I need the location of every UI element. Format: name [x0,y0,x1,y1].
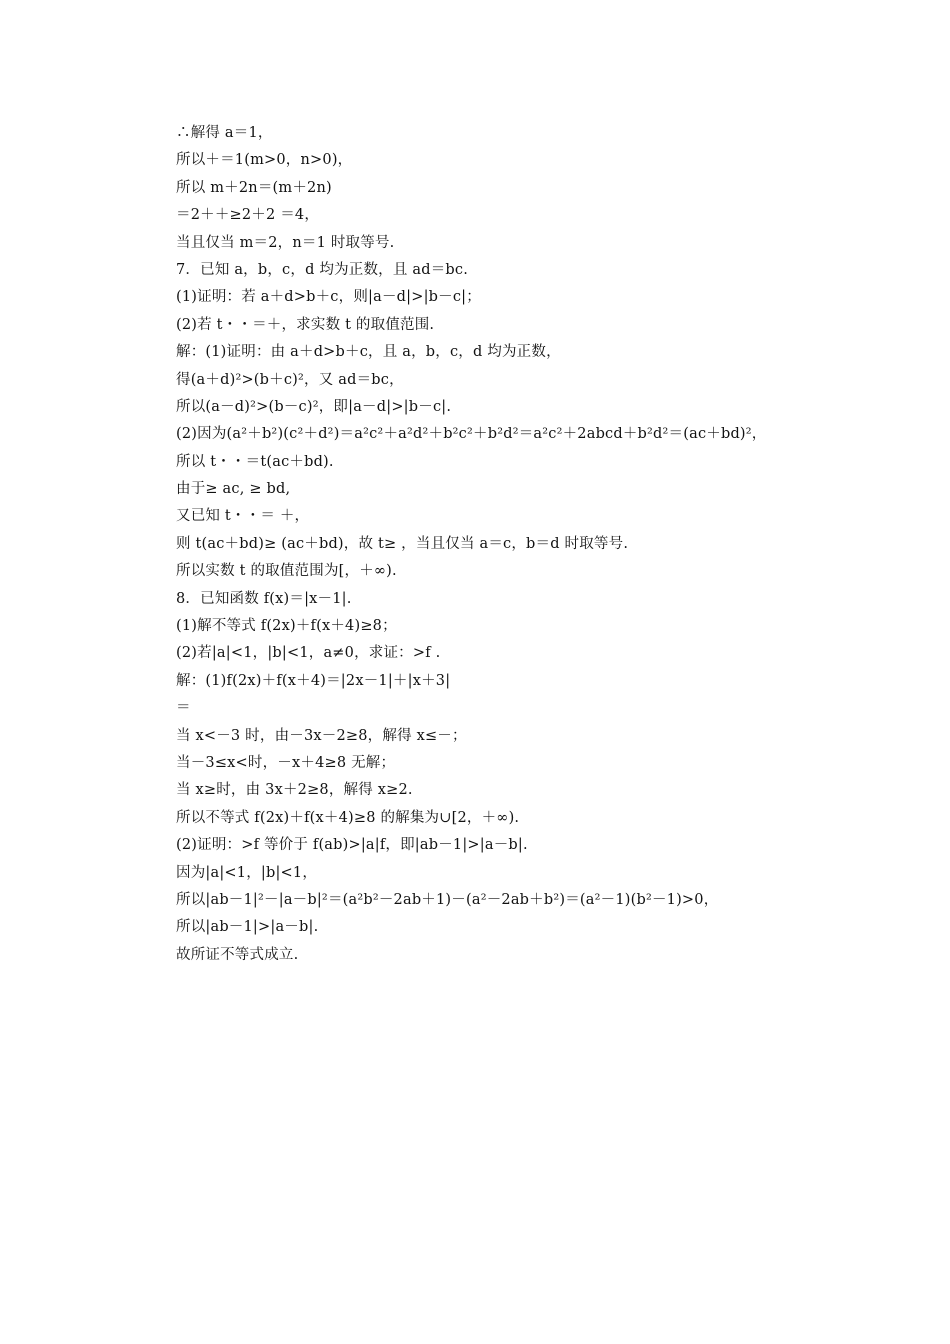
text-line: 所以不等式 f(2x)＋f(x＋4)≥8 的解集为∪[2，＋∞). [176,809,520,826]
text-line: 所以 m＋2n＝(m＋2n) [176,179,332,196]
text-line: 所以|ab－1|>|a－b|. [176,919,319,936]
text-line: (2)若|a|<1，|b|<1，a≠0，求证：>f . [176,645,441,662]
text-line: ＝2＋＋≥2＋2 ＝4， [176,207,320,224]
text-line: (2)若 t・・＝＋，求实数 t 的取值范围. [176,316,435,333]
text-line: 当 x<－3 时，由－3x－2≥8，解得 x≤－； [176,727,467,744]
text-line: 当 x≥时，由 3x＋2≥8，解得 x≥2. [176,782,413,799]
conclusion-line: 故所证不等式成立. [176,946,299,963]
text-line: ∴解得 a＝1， [176,125,273,141]
text-line: 由于≥ ac, ≥ bd, [176,481,291,498]
text-line: 所以(a－d)²>(b－c)²，即|a－d|>|b－c|. [176,398,452,415]
problem-8-statement: 8．已知函数 f(x)＝|x－1|. [176,590,352,607]
text-line: 因为|a|<1，|b|<1， [176,864,318,881]
text-line: 得(a＋d)²>(b＋c)²，又 ad＝bc， [176,371,404,388]
text-line: 又已知 t・・＝ ＋， [176,508,310,525]
solution-text [176,120,796,969]
text-line: 所以 t・・＝t(ac＋bd). [176,453,334,470]
text-line: 解：(1)f(2x)＋f(x＋4)＝|2x－1|＋|x＋3| [176,672,451,689]
text-line: (1)证明：若 a＋d>b＋c，则|a－d|>|b－c|； [176,289,481,306]
problem-7-statement: 7．已知 a，b，c，d 均为正数，且 ad＝bc. [176,261,469,278]
text-line: (1)解不等式 f(2x)＋f(x＋4)≥8； [176,618,397,635]
text-line: 当－3≤x<时，－x＋4≥8 无解； [176,754,396,771]
text-line: 当且仅当 m＝2，n＝1 时取等号. [176,234,395,251]
text-line: 所以＋＝1(m>0，n>0)， [176,152,353,169]
text-line: 所以|ab－1|²－|a－b|²＝(a²b²－2ab＋1)－(a²－2ab＋b²)＝(a²－1)(b²－1)>0， [176,891,719,908]
text-line: (2)因为(a²＋b²)(c²＋d²)＝a²c²＋a²d²＋b²c²＋b²d²＝a²c²＋2abcd＋b²d²＝(ac＋bd)²， [176,426,767,443]
text-line: 所以实数 t 的取值范围为[，＋∞). [176,563,397,580]
text-line: ＝ [176,700,191,717]
text-line: (2)证明：>f 等价于 f(ab)>|a|f，即|ab－1|>|a－b|. [176,837,528,854]
text-line: 解：(1)证明：由 a＋d>b＋c，且 a，b，c，d 均为正数， [176,344,561,361]
text-line: 则 t(ac＋bd)≥ (ac＋bd)，故 t≥ ，当且仅当 a＝c，b＝d 时取等号. [176,535,629,552]
